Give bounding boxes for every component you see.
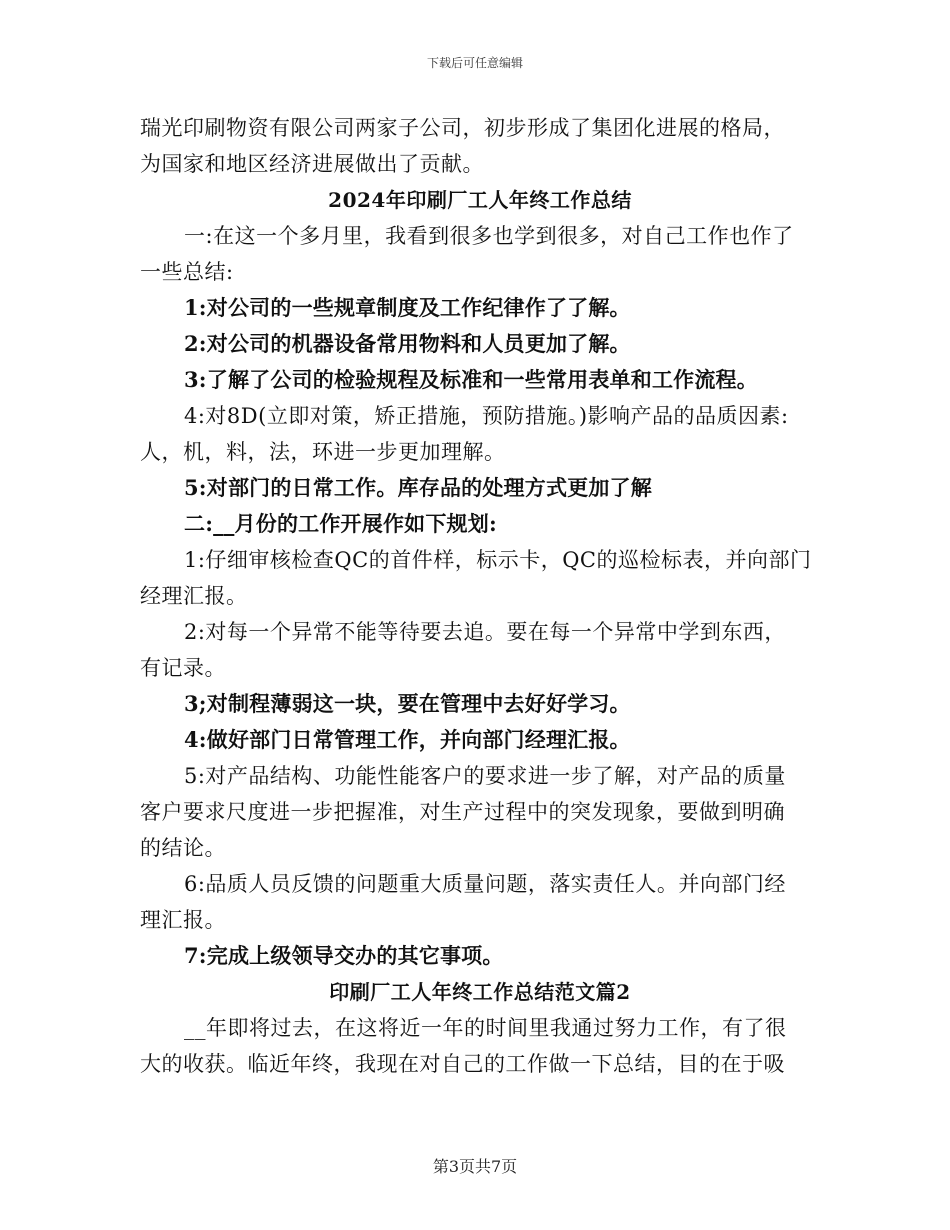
text-line: 1:仔细审核检查QC的首件样，标示卡，QC的巡检标表，并向部门 xyxy=(184,548,812,572)
page-footer: 第3页共7页 xyxy=(432,1157,518,1176)
text-line: 一:在这一个多月里，我看到很多也学到很多，对自己工作也作了 xyxy=(184,224,794,248)
text-line: 7:完成上级领导交办的其它事项。 xyxy=(184,943,504,968)
text-line: 的结论。 xyxy=(140,836,226,860)
text-line: __年即将过去，在这将近一年的时间里我通过努力工作，有了很 xyxy=(184,1016,787,1040)
text-line: 二:__月份的工作开展作如下规划: xyxy=(184,511,497,536)
text-line: 大的收获。临近年终，我现在对自己的工作做一下总结，目的在于吸 xyxy=(140,1052,785,1076)
section-title: 2024年印刷厂工人年终工作总结 xyxy=(328,188,632,212)
text-line: 瑞光印刷物资有限公司两家子公司，初步形成了集团化进展的格局， xyxy=(140,116,785,140)
text-line: 3:了解了公司的检验规程及标准和一些常用表单和工作流程。 xyxy=(184,367,758,392)
text-line: 为国家和地区经济进展做出了贡献。 xyxy=(140,152,484,176)
text-line: 5:对产品结构、功能性能客户的要求进一步了解，对产品的质量 xyxy=(184,764,786,788)
text-line: 4:做好部门日常管理工作，并向部门经理汇报。 xyxy=(184,727,631,752)
text-line: 理汇报。 xyxy=(140,908,226,932)
text-line: 3;对制程薄弱这一块，要在管理中去好好学习。 xyxy=(184,691,631,716)
text-line: 客户要求尺度进一步把握准，对生产过程中的突发现象，要做到明确 xyxy=(140,800,785,824)
text-line: 有记录。 xyxy=(140,656,226,680)
text-line: 人，机，料，法，环进一步更加理解。 xyxy=(140,440,506,464)
text-line: 6:品质人员反馈的问题重大质量问题，落实责任人。并向部门经 xyxy=(184,872,786,896)
text-line: 一些总结: xyxy=(140,260,234,284)
text-line: 4:对8D(立即对策，矫正措施，预防措施。)影响产品的品质因素: xyxy=(184,404,789,428)
page-header: 下载后可任意编辑 xyxy=(426,56,523,70)
text-line: 5:对部门的日常工作。库存品的处理方式更加了解 xyxy=(184,475,652,500)
document-body xyxy=(140,110,820,1082)
text-line: 1:对公司的一些规章制度及工作纪律作了了解。 xyxy=(184,295,631,320)
text-line: 2:对每一个异常不能等待要去追。要在每一个异常中学到东西， xyxy=(184,620,786,644)
text-line: 2:对公司的机器设备常用物料和人员更加了解。 xyxy=(184,331,631,356)
section-title: 印刷厂工人年终工作总结范文篇2 xyxy=(329,980,631,1004)
text-line: 经理汇报。 xyxy=(140,584,248,608)
